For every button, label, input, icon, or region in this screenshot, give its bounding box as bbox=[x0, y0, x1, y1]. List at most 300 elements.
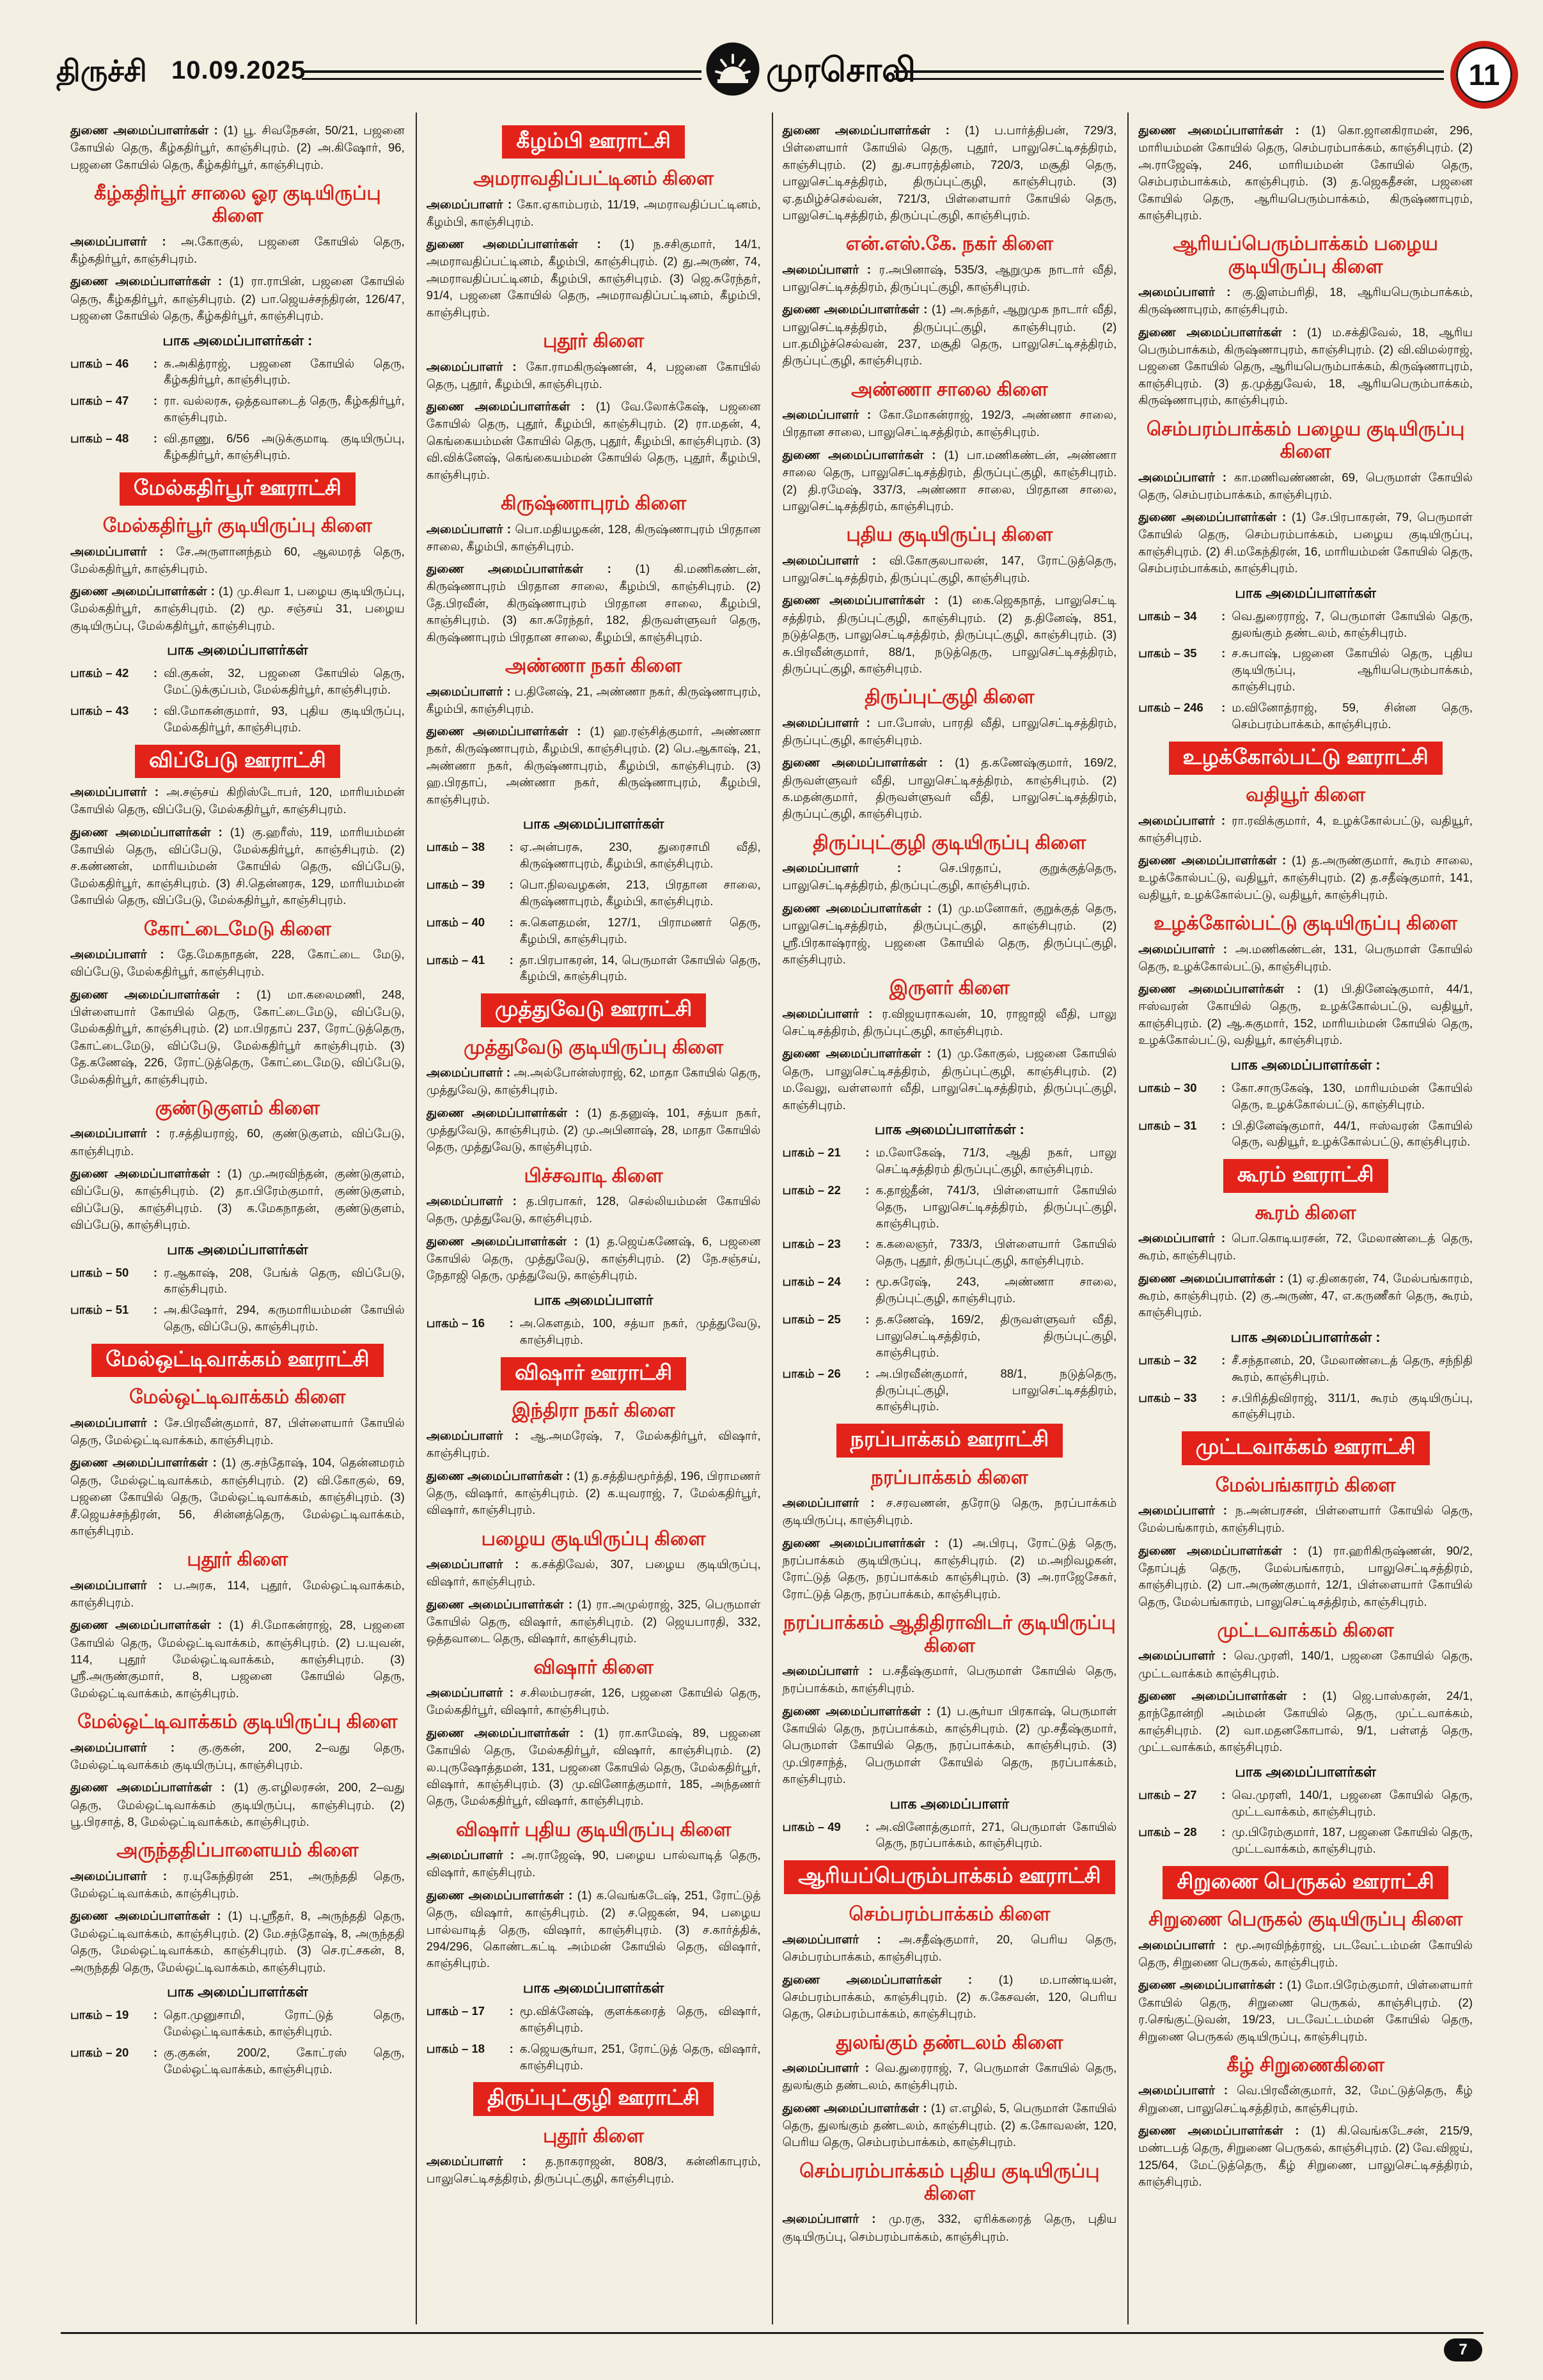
edition-date: 10.09.2025 bbox=[171, 56, 306, 84]
part-colon: : bbox=[153, 2007, 158, 2021]
panchayat-header-label: விஷார் ஊராட்சி bbox=[501, 1357, 686, 1390]
masthead-rule-right bbox=[894, 70, 1444, 80]
part-number: பாகம் – 22 bbox=[782, 1183, 841, 1197]
masthead bbox=[0, 37, 1543, 114]
panchayat-header bbox=[783, 1424, 1117, 1457]
edition-location: திருச்சி bbox=[56, 54, 147, 88]
part-detail: மு.பிரேம்குமார், 187, பஜனை கோயில் தெரு, முட்டவாக்கம், காஞ்சிபுரம். bbox=[1232, 1825, 1473, 1856]
org-paragraph: துணை அமைப்பாளர்கள் : (1) கு.எழிலரசன், 200, 2–வது தெரு, மேல்ஒட்டிவாக்கம் குடியிருப்பு, காஞ்சிபுரம். (2) பூ.பிரசாத், 8, மேல்ஒட்டிவாக்கம், காஞ்சிபுரம். bbox=[70, 1780, 405, 1828]
part-number: பாகம் – 16 bbox=[426, 1316, 485, 1330]
ward-organisers-subhead: பாக அமைப்பாளர்கள் : bbox=[162, 332, 313, 348]
org-role-label: துணை அமைப்பாளர்கள் : bbox=[782, 594, 948, 608]
page-number-badge: 11 bbox=[1450, 41, 1518, 109]
part-number: பாகம் – 21 bbox=[782, 1145, 841, 1159]
part-colon: : bbox=[153, 1265, 158, 1279]
org-paragraph: அமைப்பாளர் : வெ.துரைராஜ், 7, பெருமாள் கோயில் தெரு, துலங்கும் தண்டலம், காஞ்சிபுரம். bbox=[782, 2061, 1117, 2092]
ward-organisers-subhead: பாக அமைப்பாளர்கள் : bbox=[1230, 1328, 1381, 1345]
part-number: பாகம் – 27 bbox=[1138, 1787, 1197, 1801]
part-detail: கோ.சாருகேஷ், 130, மாரியம்மன் கோயில் தெரு, உழக்கோல்பட்டு, காஞ்சிபுரம். bbox=[1232, 1080, 1473, 1111]
org-role-label: துணை அமைப்பாளர்கள் : bbox=[426, 1726, 594, 1740]
org-role-label: அமைப்பாளர் : bbox=[70, 235, 182, 249]
org-role-label: அமைப்பாளர் : bbox=[70, 786, 167, 800]
part-colon: : bbox=[509, 2041, 513, 2055]
org-role-label: துணை அமைப்பாளர்கள் : bbox=[70, 1167, 228, 1181]
branch-header: முட்டவாக்கம் கிளை bbox=[1217, 1620, 1394, 1642]
org-role-label: அமைப்பாளர் : bbox=[782, 716, 878, 730]
org-role-label: அமைப்பாளர் : bbox=[426, 198, 517, 212]
panchayat-header bbox=[1138, 742, 1473, 775]
branch-header: மேல்பங்காரம் கிளை bbox=[1215, 1474, 1396, 1496]
branch-header: இந்திரா நகர் கிளை bbox=[512, 1399, 675, 1421]
org-role-label: துணை அமைப்பாளர்கள் : bbox=[1138, 511, 1292, 525]
part-colon: : bbox=[509, 840, 513, 854]
part-colon: : bbox=[153, 1303, 158, 1317]
panchayat-header bbox=[427, 993, 761, 1027]
branch-header: கிருஷ்ணாபுரம் கிளை bbox=[501, 493, 687, 515]
part-colon: : bbox=[1221, 646, 1226, 660]
part-number: பாகம் – 33 bbox=[1138, 1390, 1197, 1404]
org-paragraph: அமைப்பாளர் : ப.சதீஷ்குமார், பெருமாள் கோயில் தெரு, நரப்பாக்கம், காஞ்சிபுரம். bbox=[782, 1663, 1117, 1695]
org-role-label: அமைப்பாளர் : bbox=[1138, 471, 1234, 485]
branch-header: அருந்ததிப்பாளையம் கிளை bbox=[116, 1840, 359, 1862]
org-paragraph: அமைப்பாளர் : பா.போஸ், பாரதி வீதி, பாலுசெட்டிசத்திரம், திருப்புட்குழி, காஞ்சிபுரம். bbox=[782, 715, 1117, 747]
part-number: பாகம் – 25 bbox=[782, 1312, 841, 1326]
branch-header: புதிய குடியிருப்பு கிளை bbox=[846, 524, 1053, 546]
org-paragraph: துணை அமைப்பாளர்கள் : (1) ஏ.தினகரன், 74, மேல்பங்காரம், கூரம், காஞ்சிபுரம். (2) கு.அருண், 47, எ.கருணீகர் தெரு, கூரம், காஞ்சிபுரம். bbox=[1138, 1271, 1473, 1319]
org-role-label: துணை அமைப்பாளர்கள் : bbox=[70, 1456, 222, 1470]
org-role-label: துணை அமைப்பாளர்கள் : bbox=[1138, 1272, 1288, 1286]
part-row bbox=[1138, 1824, 1473, 1857]
org-paragraph: துணை அமைப்பாளர்கள் : (1) த.தனுஷ், 101, சத்யா நகர், முத்துவேடு, காஞ்சிபுரம். (2) மு.அபினாஷ், 28, மாதா கோயில் தெரு, முத்துவேடு, காஞ்சிபுரம். bbox=[426, 1105, 761, 1154]
org-role-label: அமைப்பாளர் : bbox=[426, 1849, 522, 1863]
panchayat-header-label: முத்துவேடு ஊராட்சி bbox=[481, 993, 706, 1027]
branch-header: அமராவதிப்பட்டினம் கிளை bbox=[473, 168, 714, 190]
org-role-label: அமைப்பாளர் : bbox=[426, 685, 515, 699]
org-role-label: துணை அமைப்பாளர்கள் : bbox=[70, 275, 230, 289]
part-detail: ச.பிரித்திவிராஜ், 311/1, கூரம் குடியிருப்பு, காஞ்சிபுரம். bbox=[1232, 1390, 1473, 1421]
branch-header: வதியூர் கிளை bbox=[1246, 784, 1366, 806]
panchayat-header-label: மேல்ஒட்டிவாக்கம் ஊராட்சி bbox=[91, 1344, 383, 1377]
part-row bbox=[70, 2044, 405, 2078]
part-row bbox=[1138, 645, 1473, 695]
part-colon: : bbox=[1221, 1080, 1226, 1094]
org-paragraph: துணை அமைப்பாளர்கள் : (1) பு.ஸ்ரீதர், 8, அருந்ததி தெரு, மேல்ஒட்டிவாக்கம், காஞ்சிபுரம். (2) மே.சந்தோஷ், 8, அருந்ததி தெரு, மேல்ஒட்டிவாக்கம், காஞ்சிபுரம். (3) செ.ரட்சகன், 8, அருந்ததி தெரு, மேல்ஒட்டிவாக்கம், காஞ்சிபுரம். bbox=[70, 1909, 405, 1974]
org-paragraph: அமைப்பாளர் : அ.ராஜேஷ், 90, பழைய பால்வாடித் தெரு, விஷார், காஞ்சிபுரம். bbox=[426, 1848, 761, 1879]
branch-header: குண்டுகுளம் கிளை bbox=[155, 1098, 320, 1119]
org-role-label: அமைப்பாளர் : bbox=[70, 948, 178, 962]
org-paragraph: அமைப்பாளர் : ந.அன்பரசன், பிள்ளையார் கோயில் தெரு, மேல்பங்காரம், காஞ்சிபுரம். bbox=[1138, 1503, 1473, 1535]
part-colon: : bbox=[509, 1316, 513, 1330]
part-colon: : bbox=[1221, 1353, 1226, 1367]
org-paragraph: துணை அமைப்பாளர்கள் : (1) மு.கோகுல், பஜனை கோயில் தெரு, பாலுசெட்டிசத்திரம், திருப்புட்குழி, காஞ்சிபுரம். (2) ம.வேலு, வள்ளலார் வீதி, பாலுசெட்டிசத்திரம், திருப்புட்குழி, காஞ்சிபுரம். bbox=[782, 1046, 1117, 1112]
masthead-title: முரசொலி bbox=[766, 52, 916, 89]
part-number: பாகம் – 19 bbox=[70, 2007, 129, 2021]
part-detail: சு.அகித்ராஜ், பஜனை கோயில் தெரு, கீழ்கதிர்பூர், காஞ்சிபுரம். bbox=[164, 356, 405, 387]
ward-organisers-subhead: பாக அமைப்பாளர் bbox=[533, 1291, 654, 1308]
org-paragraph: அமைப்பாளர் : ச.சிலம்பரசன், 126, பஜனை கோயில் தெரு, மேல்கதிர்பூர், விஷார், காஞ்சிபுரம். bbox=[426, 1686, 761, 1717]
masthead-rule-left bbox=[302, 70, 701, 80]
part-colon: : bbox=[1221, 1390, 1226, 1404]
panchayat-header bbox=[70, 472, 405, 506]
ward-organisers-subhead: பாக அமைப்பாளர்கள் bbox=[167, 1241, 308, 1257]
part-row bbox=[70, 665, 405, 698]
org-role-label: துணை அமைப்பாளர்கள் : bbox=[426, 563, 636, 577]
branch-header: கோட்டைமேடு கிளை bbox=[143, 918, 331, 940]
org-paragraph: துணை அமைப்பாளர்கள் : (1) பூ. சிவநேசன், 50/21, பஜனை கோயில் தெரு, கீழ்கதிர்பூர், காஞ்சிபுரம். (2) அ.கிஷோர், 96, பஜனை கோயில் தெரு, கீழ்கதிர்பூர், காஞ்சிபுரம். bbox=[70, 123, 405, 171]
column-3 bbox=[772, 113, 1128, 2324]
org-role-label: துணை அமைப்பாளர்கள் : bbox=[426, 725, 590, 739]
panchayat-header bbox=[70, 745, 405, 778]
org-role-label: துணை அமைப்பாளர்கள் : bbox=[782, 303, 932, 317]
org-role-label: துணை அமைப்பாளர்கள் : bbox=[1138, 325, 1308, 339]
org-role-label: அமைப்பாளர் : bbox=[70, 545, 176, 559]
branch-header: உழக்கோல்பட்டு குடியிருப்பு கிளை bbox=[1154, 913, 1458, 935]
org-paragraph: அமைப்பாளர் : அ.சதீஷ்குமார், 20, பெரிய தெரு, செம்பரம்பாக்கம், காஞ்சிபுரம். bbox=[782, 1932, 1117, 1964]
part-number: பாகம் – 24 bbox=[782, 1275, 841, 1289]
org-paragraph: அமைப்பாளர் : ர.அபினாஷ், 535/3, ஆறுமுக நாடார் வீதி, பாலுசெட்டிசத்திரம், திருப்புட்குழி, காஞ்சிபுரம். bbox=[782, 262, 1117, 293]
org-role-label: அமைப்பாளர் : bbox=[70, 1578, 174, 1592]
org-paragraph: அமைப்பாளர் : அ.அல்போன்ஸ்ராஜ், 62, மாதா கோயில் தெரு, முத்துவேடு, காஞ்சிபுரம். bbox=[426, 1065, 761, 1097]
org-role-label: அமைப்பாளர் : bbox=[426, 2155, 546, 2169]
org-paragraph: அமைப்பாளர் : அ.சஞ்சய் கிறிஸ்டோபர், 120, மாரியம்மன் கோயில் தெரு, விப்பேடு, மேல்கதிர்பூர், காஞ்சிபுரம். bbox=[70, 785, 405, 816]
branch-header: கீழ் சிறுணைகிளை bbox=[1226, 2054, 1385, 2076]
rising-sun-logo-icon bbox=[706, 42, 760, 96]
org-paragraph: துணை அமைப்பாளர்கள் : (1) ப.பார்த்திபன், 729/3, பிள்ளையார் கோயில் தெரு, புதூர், பாலுசெட்டிசத்திரம், காஞ்சிபுரம். (2) து.சபாரத்தினம், 720/3, மசூதி தெரு, பாலுசெட்டிசத்திரம், திருப்புட்குழி, காஞ்சிபுரம். (3) ஏ.தமிழ்ச்செல்வன், 721/3, பிள்ளையார் கோயில் தெரு, பாலுசெட்டிசத்திரம், திருப்புட்குழி, காஞ்சிபுரம். bbox=[782, 123, 1117, 222]
part-row bbox=[70, 1302, 405, 1335]
org-paragraph: அமைப்பாளர் : ப.தினேஷ், 21, அண்ணா நகர், கிருஷ்ணாபுரம், கீழம்பி, காஞ்சிபுரம். bbox=[426, 684, 761, 715]
org-paragraph: துணை அமைப்பாளர்கள் : (1) எ.எழில், 5, பெருமாள் கோயில் தெரு, துலங்கும் தண்டலம், காஞ்சிபுரம். (2) க.கோவலன், 120, பெரிய தெரு, செம்பரம்பாக்கம், காஞ்சிபுரம். bbox=[782, 2101, 1117, 2149]
org-role-label: துணை அமைப்பாளர்கள் : bbox=[70, 1909, 228, 1924]
part-number: பாகம் – 47 bbox=[70, 394, 129, 408]
org-paragraph: அமைப்பாளர் : சே.பிரவீன்குமார், 87, பிள்ளையார் கோயில் தெரு, மேல்ஒட்டிவாக்கம், காஞ்சிபுரம். bbox=[70, 1415, 405, 1447]
part-detail: ரா. வல்லரசு, ஒத்தவாடைத் தெரு, கீழ்கதிர்பூர், காஞ்சிபுரம். bbox=[164, 394, 405, 424]
org-paragraph: துணை அமைப்பாளர்கள் : (1) பா.மணிகண்டன், அண்ணா சாலை தெரு, பாலுசெட்டிசத்திரம், திருப்புட்குழி, காஞ்சிபுரம். (2) தி.ரமேஷ், 337/3, அண்ணா சாலை, பிரதான சாலை, பாலுசெட்டிசத்திரம், காஞ்சிபுரம். bbox=[782, 447, 1117, 513]
org-paragraph: துணை அமைப்பாளர்கள் : (1) சே.பிரபாகரன், 79, பெருமாள் கோயில் தெரு, செம்பரம்பாக்கம், பழைய குடியிருப்பு, காஞ்சிபுரம். (2) சி.மகேந்திரன், 16, மாரியம்மன் கோயில் தெரு, செம்பரம்பாக்கம், காஞ்சிபுரம். bbox=[1138, 510, 1473, 575]
part-detail: மூ.சுரேஷ், 243, அண்ணா சாலை, திருப்புட்குழி, காஞ்சிபுரம். bbox=[875, 1275, 1117, 1305]
branch-header: விஷார் கிளை bbox=[533, 1656, 654, 1678]
part-colon: : bbox=[865, 1819, 870, 1833]
org-paragraph: அமைப்பாளர் : வெ.முரளி, 140/1, பஜனை கோயில் தெரு, முட்டவாக்கம் காஞ்சிபுரம். bbox=[1138, 1649, 1473, 1680]
org-paragraph: துணை அமைப்பாளர்கள் : (1) ஜெ.பாஸ்கரன், 24/1, தாந்தோன்றி அம்மன் கோயில் தெரு, முட்டவாக்கம், காஞ்சிபுரம். (2) வா.மதனகோபால், 9/1, பள்ளத் தெரு, முட்டவாக்கம், காஞ்சிபுரம். bbox=[1138, 1689, 1473, 1754]
part-number: பாகம் – 39 bbox=[426, 877, 485, 891]
org-role-label: அமைப்பாளர் : bbox=[426, 1429, 531, 1443]
org-role-label: அமைப்பாளர் : bbox=[426, 1195, 527, 1209]
panchayat-header-label: உழக்கோல்பட்டு ஊராட்சி bbox=[1169, 742, 1443, 775]
branch-header: விஷார் புதிய குடியிருப்பு கிளை bbox=[455, 1819, 732, 1840]
branch-header: ஆரியப்பெரும்பாக்கம் பழைய குடியிருப்பு கிளை bbox=[1173, 233, 1438, 277]
bottom-rule bbox=[61, 2332, 1484, 2334]
org-role-label: அமைப்பாளர் : bbox=[1138, 814, 1232, 828]
org-paragraph: அமைப்பாளர் : அ.மணிகண்டன், 131, பெருமாள் கோயில் தெரு, உழக்கோல்பட்டு, காஞ்சிபுரம். bbox=[1138, 942, 1473, 973]
part-row bbox=[70, 703, 405, 736]
part-number: பாகம் – 43 bbox=[70, 704, 129, 717]
org-role-label: அமைப்பாளர் : bbox=[782, 862, 940, 876]
part-number: பாகம் – 246 bbox=[1138, 701, 1203, 715]
ward-organisers-subhead: பாக அமைப்பாளர்கள் bbox=[522, 816, 664, 832]
org-role-label: துணை அமைப்பாளர்கள் : bbox=[1138, 1979, 1287, 1993]
org-role-label: துணை அமைப்பாளர்கள் : bbox=[1138, 983, 1314, 997]
branch-header: திருப்புட்குழி குடியிருப்பு கிளை bbox=[813, 832, 1086, 853]
part-row bbox=[783, 1311, 1117, 1361]
part-detail: ம.லோகேஷ், 71/3, ஆதி நகர், பாலு செட்டிசத்திரம் திருப்புட்குழி, காஞ்சிபுரம். bbox=[875, 1145, 1117, 1176]
org-role-label: அமைப்பாளர் : bbox=[70, 1741, 199, 1755]
org-role-label: அமைப்பாளர் : bbox=[1138, 1232, 1232, 1246]
org-role-label: துணை அமைப்பாளர்கள் : bbox=[426, 1106, 588, 1120]
org-paragraph: துணை அமைப்பாளர்கள் : (1) கி.மணிகண்டன், கிருஷ்ணாபுரம் பிரதான சாலை, கீழம்பி, காஞ்சிபுரம். (2) தே.பிரவீன், கிருஷ்ணாபுரம் பிரதான சாலை, கீழம்பி, காஞ்சிபுரம். (3) கா.சுரேந்தர், 182, திருவள்ளுவர் தெரு, கிருஷ்ணாபுரம் பிரதான சாலை, கீழம்பி, காஞ்சிபுரம். bbox=[426, 562, 761, 644]
branch-header: அண்ணா சாலை கிளை bbox=[851, 378, 1048, 400]
part-colon: : bbox=[1221, 1825, 1226, 1839]
org-paragraph: அமைப்பாளர் : மூ.அரவிந்த்ராஜ், படவேட்டம்மன் கோயில் தெரு, சிறுணை பெருகல், காஞ்சிபுரம். bbox=[1138, 1938, 1473, 1970]
org-paragraph: அமைப்பாளர் : கோ.ஏகாம்பரம், 11/19, அமராவதிப்பட்டினம், கீழம்பி, காஞ்சிபுரம். bbox=[426, 197, 761, 228]
part-detail: வி.தாணு, 6/56 அடுக்குமாடி குடியிருப்பு, கீழ்கதிர்பூர், காஞ்சிபுரம். bbox=[164, 432, 405, 462]
part-detail: சீ.சந்தானம், 20, மேலாண்டைத் தெரு, சந்நிதி கூரம், காஞ்சிபுரம். bbox=[1232, 1353, 1473, 1383]
part-number: பாகம் – 18 bbox=[426, 2041, 485, 2055]
part-number: பாகம் – 49 bbox=[782, 1819, 841, 1833]
org-role-label: துணை அமைப்பாளர்கள் : bbox=[1138, 2124, 1312, 2138]
part-number: பாகம் – 34 bbox=[1138, 609, 1197, 623]
panchayat-header-label: முட்டவாக்கம் ஊராட்சி bbox=[1182, 1431, 1430, 1465]
branch-header: சிறுணை பெருகல் குடியிருப்பு கிளை bbox=[1148, 1909, 1463, 1931]
branch-header: புதூர் கிளை bbox=[543, 331, 645, 352]
org-role-label: துணை அமைப்பாளர்கள் : bbox=[70, 124, 224, 137]
branch-header: என்.எஸ்.கே. நகர் கிளை bbox=[845, 233, 1054, 255]
part-number: பாகம் – 17 bbox=[426, 2003, 485, 2018]
part-number: பாகம் – 23 bbox=[782, 1237, 841, 1251]
org-paragraph: அமைப்பாளர் : கா.மணிவண்ணன், 69, பெருமாள் கோயில் தெரு, செம்பரம்பாக்கம், காஞ்சிபுரம். bbox=[1138, 470, 1473, 501]
part-detail: அ.பிரவீன்குமார், 88/1, நடுத்தெரு, திருப்புட்குழி, பாலுசெட்டிசத்திரம், காஞ்சிபுரம். bbox=[875, 1366, 1117, 1413]
part-detail: அ.கௌதம், 100, சத்யா நகர், முத்துவேடு, காஞ்சிபுரம். bbox=[519, 1316, 761, 1346]
org-role-label: துணை அமைப்பாளர்கள் : bbox=[782, 2101, 931, 2115]
ward-organisers-subhead: பாக அமைப்பாளர்கள் : bbox=[874, 1121, 1024, 1137]
branch-header: இருளர் கிளை bbox=[889, 977, 1010, 999]
part-detail: க.கலைஞர், 733/3, பிள்ளையார் கோயில் தெரு, புதூர், திருப்புட்குழி, காஞ்சிபுரம். bbox=[875, 1237, 1117, 1268]
org-paragraph: துணை அமைப்பாளர்கள் : (1) மு.மனோகர், குறுக்குத் தெரு, பாலுசெட்டிசத்திரம், திருப்புட்குழி, காஞ்சிபுரம். (2) ஸ்ரீ.பிரகாஷ்ராஜ், பஜனை கோயில் தெரு, திருப்புட்குழி, காஞ்சிபுரம். bbox=[782, 901, 1117, 966]
branch-header: செம்பரம்பாக்கம் புதிய குடியிருப்பு கிளை bbox=[799, 2160, 1100, 2205]
branch-header: துலங்கும் தண்டலம் கிளை bbox=[836, 2032, 1063, 2053]
part-row bbox=[427, 876, 761, 910]
panchayat-header-label: ஆரியப்பெரும்பாக்கம் ஊராட்சி bbox=[784, 1860, 1115, 1894]
part-detail: அ.கிஷோர், 294, கருமாரியம்மன் கோயில் தெரு, விப்பேடு, காஞ்சிபுரம். bbox=[164, 1303, 405, 1334]
branch-header: நரப்பாக்கம் ஆதிதிராவிடர் குடியிருப்பு கிளை bbox=[783, 1612, 1116, 1656]
part-row bbox=[1138, 1390, 1473, 1423]
part-colon: : bbox=[509, 953, 513, 967]
part-detail: ர.ஆகாஷ், 208, பேங்க் தெரு, விப்பேடு, காஞ்சிபுரம். bbox=[164, 1265, 405, 1296]
part-detail: வெ.துரைராஜ், 7, பெருமாள் கோயில் தெரு, துலங்கும் தண்டலம், காஞ்சிபுரம். bbox=[1232, 609, 1473, 639]
part-colon: : bbox=[153, 666, 158, 680]
org-paragraph: அமைப்பாளர் : தே.மேகநாதன், 228, கோட்டை மேடு, விப்பேடு, மேல்கதிர்பூர், காஞ்சிபுரம். bbox=[70, 947, 405, 979]
org-role-label: அமைப்பாளர் : bbox=[70, 1416, 165, 1430]
org-paragraph: துணை அமைப்பாளர்கள் : (1) க.வெங்கடேஷ், 251, ரோட்டுத் தெரு, விஷார், காஞ்சிபுரம். (2) ச.ஜெகன், 94, பழைய பால்வாடித் தெரு, விஷார், காஞ்சிபுரம். (3) ச.கார்த்திக், 294/296, கொண்டகட்டி அம்மன் கோயில் தெரு, விஷார், காஞ்சிபுரம். bbox=[426, 1888, 761, 1970]
org-role-label: அமைப்பாளர் : bbox=[426, 1066, 514, 1080]
org-paragraph: துணை அமைப்பாளர்கள் : (1) த.அருண்குமார், கூரம் சாலை, உழக்கோல்பட்டு, வதியூர், காஞ்சிபுரம். (2) த.சதீஷ்குமார், 141, வதியூர், உழக்கோல்பட்டு, வதியூர், காஞ்சிபுரம். bbox=[1138, 853, 1473, 901]
branch-header: புதூர் கிளை bbox=[187, 1549, 288, 1571]
part-row bbox=[783, 1273, 1117, 1307]
org-paragraph: அமைப்பாளர் : கோ.ராமகிருஷ்ணன், 4, பஜனை கோயில் தெரு, புதூர், கீழம்பி, காஞ்சிபுரம். bbox=[426, 359, 761, 391]
org-role-label: துணை அமைப்பாளர்கள் : bbox=[70, 1619, 230, 1633]
org-role-label: அமைப்பாளர் : bbox=[782, 263, 879, 277]
part-colon: : bbox=[865, 1275, 870, 1289]
branch-header: நரப்பாக்கம் கிளை bbox=[870, 1466, 1028, 1488]
part-row bbox=[427, 2003, 761, 2036]
part-number: பாகம் – 41 bbox=[426, 953, 485, 967]
ward-organisers-subhead: பாக அமைப்பாளர்கள் bbox=[522, 1979, 664, 1996]
org-paragraph: துணை அமைப்பாளர்கள் : (1) கை.ஜெகநாத், பாலுசெட்டி சத்திரம், திருப்புட்குழி, காஞ்சிபுரம். (2) த.தினேஷ், 851, நடுத்தெரு, பாலுசெட்டிசத்திரம், திருப்புட்குழி, காஞ்சிபுரம். (3) சு.பிரவீன்குமார், 88/1, நடுத்தெரு, பாலுசெட்டிசத்திரம், திருப்புட்குழி, காஞ்சிபுரம். bbox=[782, 593, 1117, 675]
part-colon: : bbox=[509, 2003, 513, 2018]
part-colon: : bbox=[865, 1312, 870, 1326]
part-detail: க.ஜெயசூர்யா, 251, ரோட்டுத் தெரு, விஷார், காஞ்சிபுரம். bbox=[519, 2041, 761, 2072]
part-row bbox=[70, 355, 405, 389]
org-paragraph: அமைப்பாளர் : வி.கோகுலபாலன், 147, ரோட்டுத்தெரு, பாலுசெட்டிசத்திரம், திருப்புட்குழி, காஞ்சிபுரம். bbox=[782, 553, 1117, 584]
part-row bbox=[70, 1264, 405, 1298]
org-paragraph: அமைப்பாளர் : ஆ.அமரேஷ், 7, மேல்கதிர்பூர், விஷார், காஞ்சிபுரம். bbox=[426, 1429, 761, 1460]
part-number: பாகம் – 35 bbox=[1138, 646, 1197, 660]
panchayat-header-label: நரப்பாக்கம் ஊராட்சி bbox=[836, 1424, 1063, 1457]
org-role-label: அமைப்பாளர் : bbox=[782, 1497, 886, 1511]
part-row bbox=[1138, 1080, 1473, 1113]
part-row bbox=[1138, 608, 1473, 641]
branch-header: மேல்ஒட்டிவாக்கம் கிளை bbox=[129, 1387, 346, 1408]
part-row bbox=[70, 393, 405, 426]
part-detail: பொ.நிலவழகன், 213, பிரதான சாலை, கிருஷ்ணாபுரம், கீழம்பி, காஞ்சிபுரம். bbox=[519, 877, 761, 908]
part-number: பாகம் – 42 bbox=[70, 666, 129, 680]
part-colon: : bbox=[153, 394, 158, 408]
part-detail: ம.வினோத்ராஜ், 59, சின்ன தெரு, செம்பரம்பாக்கம், காஞ்சிபுரம். bbox=[1232, 701, 1473, 731]
part-row bbox=[427, 952, 761, 985]
part-number: பாகம் – 26 bbox=[782, 1366, 841, 1380]
org-paragraph: துணை அமைப்பாளர்கள் : (1) ரா.அமுல்ராஜ், 325, பெருமாள் கோயில் தெரு, விஷார், காஞ்சிபுரம். (2) ஜெயபாரதி, 332, ஒத்தவாடை தெரு, விஷார், காஞ்சிபுரம். bbox=[426, 1597, 761, 1645]
org-role-label: துணை அமைப்பாளர்கள் : bbox=[782, 1536, 949, 1550]
part-detail: க.தாஜ்தீன், 741/3, பிள்ளையார் கோயில் தெரு, பாலுசெட்டிசத்திரம், திருப்புட்குழி, காஞ்சிபுரம். bbox=[875, 1183, 1117, 1230]
branch-header: செம்பரம்பாக்கம் பழைய குடியிருப்பு கிளை bbox=[1146, 418, 1465, 463]
part-row bbox=[427, 2041, 761, 2074]
branch-header: மேல்ஒட்டிவாக்கம் குடியிருப்பு கிளை bbox=[77, 1711, 398, 1733]
org-role-label: அமைப்பாளர் : bbox=[782, 2213, 889, 2227]
part-number: பாகம் – 20 bbox=[70, 2045, 129, 2059]
part-row bbox=[70, 430, 405, 463]
panchayat-header bbox=[1138, 1159, 1473, 1192]
org-role-label: துணை அமைப்பாளர்கள் : bbox=[426, 400, 596, 414]
org-paragraph: அமைப்பாளர் : கோ.மோகன்ராஜ், 192/3, அண்ணா சாலை, பிரதான சாலை, பாலுசெட்டிசத்திரம், காஞ்சிபுரம். bbox=[782, 408, 1117, 439]
org-paragraph: துணை அமைப்பாளர்கள் : (1) ந.சசிகுமார், 14/1, அமராவதிப்பட்டினம், கீழம்பி, காஞ்சிபுரம். (2) து.அருண், 74, அமராவதிப்பட்டினம், கீழம்பி, காஞ்சிபுரம். (3) ஜெ.சுரேந்தர், 91/4, பஜனை கோயில் தெரு, அமராவதிப்பட்டினம், கீழம்பி, காஞ்சிபுரம். bbox=[426, 237, 761, 319]
org-role-label: அமைப்பாளர் : bbox=[782, 1664, 882, 1678]
column-4 bbox=[1127, 113, 1484, 2324]
org-role-label: துணை அமைப்பாளர்கள் : bbox=[70, 825, 230, 839]
org-role-label: அமைப்பாளர் : bbox=[782, 2062, 875, 2076]
panchayat-header bbox=[427, 125, 761, 159]
part-detail: தா.பிரபாகரன், 14, பெருமாள் கோயில் தெரு, கீழம்பி, காஞ்சிபுரம். bbox=[519, 953, 761, 983]
org-paragraph: துணை அமைப்பாளர்கள் : (1) ப.சூர்யா பிரகாஷ், பெருமாள் கோயில் தெரு, நரப்பாக்கம், காஞ்சிபுரம். (2) மு.சதீஷ்குமார், பெருமாள் கோயில் தெரு, நரப்பாக்கம், காஞ்சிபுரம். (3) மு.பிரசாந்த், பெருமாள் கோயில் தெரு, நரப்பாக்கம், காஞ்சிபுரம். bbox=[782, 1704, 1117, 1786]
part-detail: வி.குகன், 32, பஜனை கோயில் தெரு, மேட்டுக்குப்பம், மேல்கதிர்பூர், காஞ்சிபுரம். bbox=[164, 666, 405, 697]
org-role-label: அமைப்பாளர் : bbox=[1138, 942, 1235, 956]
panchayat-header-label: திருப்புட்குழி ஊராட்சி bbox=[473, 2082, 714, 2115]
org-paragraph: துணை அமைப்பாளர்கள் : (1) ம.சக்திவேல், 18, ஆரிய பெரும்பாக்கம், கிருஷ்ணாபுரம், காஞ்சிபுரம். (2) வி.விமல்ராஜ், பஜனை கோயில் தெரு, ஆரியபெரும்பாக்கம், கிருஷ்ணாபுரம், காஞ்சிபுரம். (3) த.முத்துவேல், 18, ஆரியபெரும்பாக்கம், கிருஷ்ணாபுரம், காஞ்சிபுரம். bbox=[1138, 325, 1473, 407]
org-paragraph: அமைப்பாளர் : ப.அரசு, 114, புதூர், மேல்ஒட்டிவாக்கம், காஞ்சிபுரம். bbox=[70, 1578, 405, 1609]
org-paragraph: அமைப்பாளர் : கு.இளம்பரிதி, 18, ஆரியபெரும்பாக்கம், கிருஷ்ணாபுரம், காஞ்சிபுரம். bbox=[1138, 285, 1473, 316]
org-role-label: துணை அமைப்பாளர்கள் : bbox=[426, 238, 620, 252]
part-detail: த.கணேஷ், 169/2, திருவள்ளுவர் வீதி, பாலுசெட்டிசத்திரம், திருப்புட்குழி, காஞ்சிபுரம். bbox=[875, 1312, 1117, 1359]
part-colon: : bbox=[153, 704, 158, 717]
org-paragraph: அமைப்பாளர் : ச.சரவணன், தரோடு தெரு, நரப்பாக்கம் குடியிருப்பு, காஞ்சிபுரம். bbox=[782, 1496, 1117, 1527]
org-paragraph: துணை அமைப்பாளர்கள் : (1) ம.பாண்டியன், செம்பரம்பாக்கம், காஞ்சிபுரம். (2) சு.கேசவன், 120, பெரிய தெரு, செம்பரம்பாக்கம், காஞ்சிபுரம். bbox=[782, 1972, 1117, 2021]
ward-organisers-subhead: பாக அமைப்பாளர்கள் bbox=[1235, 584, 1376, 601]
part-colon: : bbox=[865, 1183, 870, 1197]
part-number: பாகம் – 38 bbox=[426, 840, 485, 854]
part-colon: : bbox=[1221, 701, 1226, 715]
org-paragraph: துணை அமைப்பாளர்கள் : (1) சி.மோகன்ராஜ், 28, பஜனை கோயில் தெரு, மேல்ஒட்டிவாக்கம், காஞ்சிபுரம். (2) ப.யுவன், 114, புதூர் மேல்ஒட்டிவாக்கம், காஞ்சிபுரம். (3) ஸ்ரீ.அருண்குமார், 8, பஜனை கோயில் தெரு, மேல்ஒட்டிவாக்கம், காஞ்சிபுரம். bbox=[70, 1618, 405, 1700]
part-detail: ச.சுபாஷ், பஜனை கோயில் தெரு, புதிய குடியிருப்பு, ஆரியபெரும்பாக்கம், காஞ்சிபுரம். bbox=[1232, 646, 1473, 694]
branch-header: பழைய குடியிருப்பு கிளை bbox=[481, 1528, 706, 1550]
org-paragraph: அமைப்பாளர் : த.நாகராஜன், 808/3, கன்னிகாபுரம், பாலுசெட்டிசத்திரம், திருப்புட்குழி, காஞ்சிபுரம். bbox=[426, 2154, 761, 2186]
branch-header: கீழ்கதிர்பூர் சாலை ஓர குடியிருப்பு கிளை bbox=[94, 183, 381, 227]
org-role-label: அமைப்பாளர் : bbox=[1138, 1938, 1235, 1952]
org-paragraph: அமைப்பாளர் : ர.சத்தியராஜ், 60, குண்டுகுளம், விப்பேடு, காஞ்சிபுரம். bbox=[70, 1126, 405, 1158]
org-role-label: அமைப்பாளர் : bbox=[782, 1007, 882, 1021]
org-paragraph: துணை அமைப்பாளர்கள் : (1) கொ.ஜானகிராமன், 296, மாரியம்மன் கோயில் தெரு, செம்பரம்பாக்கம், காஞ்சிபுரம். (2) அ.ராஜேஷ், 246, மாரியம்மன் கோயில் தெரு, செம்பரம்பாக்கம், காஞ்சிபுரம். (3) த.ஜெகதீசன், பஜனை கோயில் தெரு, ஆரியபெரும்பாக்கம், கிருஷ்ணாபுரம், காஞ்சிபுரம். bbox=[1138, 123, 1473, 222]
org-role-label: துணை அமைப்பாளர்கள் : bbox=[1138, 124, 1312, 137]
org-paragraph: துணை அமைப்பாளர்கள் : (1) ரா.காமேஷ், 89, பஜனை கோயில் தெரு, மேல்கதிர்பூர், விஷார், காஞ்சிபுரம். (2) ல.புருஷோத்தமன், 131, பஜனை கோயில் தெரு, மேல்கதிர்பூர், விஷார், காஞ்சிபுரம். (3) மு.வினோத்குமார், 185, அந்தணர் தெரு, மேல்கதிர்பூர், விஷார், காஞ்சிபுரம். bbox=[426, 1725, 761, 1808]
org-paragraph: அமைப்பாளர் : சே.அருளானந்தம் 60, ஆலமரத் தெரு, மேல்கதிர்பூர், காஞ்சிபுரம். bbox=[70, 544, 405, 575]
branch-header: செம்பரம்பாக்கம் கிளை bbox=[849, 1903, 1051, 1925]
org-paragraph: அமைப்பாளர் : கு.குகன், 200, 2–வது தெரு, மேல்ஒட்டிவாக்கம் குடியிருப்பு, காஞ்சிபுரம். bbox=[70, 1740, 405, 1771]
part-detail: பி.தினேஷ்குமார், 44/1, ஈஸ்வரன் கோயில் தெரு, வதியூர், உழக்கோல்பட்டு, காஞ்சிபுரம். bbox=[1232, 1118, 1473, 1149]
panchayat-header-label: சிறுணை பெருகல் ஊராட்சி bbox=[1163, 1866, 1448, 1899]
org-role-label: துணை அமைப்பாளர்கள் : bbox=[70, 988, 257, 1002]
org-paragraph: அமைப்பாளர் : பொ.மதியழகன், 128, கிருஷ்ணாபுரம் பிரதான சாலை, கீழம்பி, காஞ்சிபுரம். bbox=[426, 522, 761, 553]
part-number: பாகம் – 32 bbox=[1138, 1353, 1197, 1367]
org-paragraph: துணை அமைப்பாளர்கள் : (1) ரா.ராபின், பஜனை கோயில் தெரு, கீழ்கதிர்பூர், காஞ்சிபுரம். (2) பா.ஜெயச்சந்திரன், 126/47, பஜனை கோயில் தெரு, கீழ்கதிர்பூர், காஞ்சிபுரம். bbox=[70, 274, 405, 323]
org-paragraph: துணை அமைப்பாளர்கள் : (1) ஹ.ரஞ்சித்குமார், அண்ணா நகர், கிருஷ்ணாபுரம், கீழம்பி, காஞ்சிபுரம். (2) பெ.ஆகாஷ், 21, அண்ணா நகர், கிருஷ்ணாபுரம், கீழம்பி, காஞ்சிபுரம். (3) ஹ.பிரதாப், அண்ணா நகர், கிருஷ்ணாபுரம், கீழம்பி, காஞ்சிபுரம். bbox=[426, 724, 761, 806]
org-paragraph: துணை அமைப்பாளர்கள் : (1) த.ஜெய்கணேஷ், 6, பஜனை கோயில் தெரு, முத்துவேடு, காஞ்சிபுரம். (2) நே.சஞ்சய், நேதாஜி தெரு, முத்துவேடு, காஞ்சிபுரம். bbox=[426, 1234, 761, 1282]
part-number: பாகம் – 46 bbox=[70, 356, 129, 370]
org-role-label: துணை அமைப்பாளர்கள் : bbox=[1138, 854, 1292, 868]
panchayat-header bbox=[1138, 1431, 1473, 1465]
part-row bbox=[783, 1819, 1117, 1852]
part-colon: : bbox=[1221, 1787, 1226, 1801]
ward-organisers-subhead: பாக அமைப்பாளர்கள் : bbox=[1230, 1056, 1381, 1073]
panchayat-header bbox=[70, 1344, 405, 1377]
panchayat-header-label: கீழம்பி ஊராட்சி bbox=[502, 125, 684, 159]
part-colon: : bbox=[865, 1366, 870, 1380]
org-role-label: அமைப்பாளர் : bbox=[1138, 1504, 1235, 1518]
panchayat-header-label: கூரம் ஊராட்சி bbox=[1223, 1159, 1388, 1192]
org-paragraph: துணை அமைப்பாளர்கள் : (1) அ.பிரபு, ரோட்டுத் தெரு, நரப்பாக்கம் குடியிருப்பு, காஞ்சிபுரம். (2) ம.அறிவழகன், ரோட்டுத் தெரு, நரப்பாக்கம் காஞ்சிபுரம். (3) அ.ராஜேசேகர், ரோட்டுத் தெரு, நரப்பாக்கம், காஞ்சிபுரம். bbox=[782, 1536, 1117, 1601]
org-role-label: துணை அமைப்பாளர்கள் : bbox=[426, 1888, 577, 1902]
org-role-label: துணை அமைப்பாளர்கள் : bbox=[1138, 1690, 1322, 1704]
org-role-label: துணை அமைப்பாளர்கள் : bbox=[70, 585, 219, 599]
part-row bbox=[783, 1365, 1117, 1415]
org-role-label: அமைப்பாளர் : bbox=[70, 1127, 169, 1141]
org-role-label: துணை அமைப்பாளர்கள் : bbox=[782, 1047, 937, 1061]
part-colon: : bbox=[509, 915, 513, 929]
org-role-label: அமைப்பாளர் : bbox=[1138, 2084, 1237, 2098]
part-number: பாகம் – 40 bbox=[426, 915, 485, 929]
part-number: பாகம் – 50 bbox=[70, 1265, 129, 1279]
panchayat-header-label: விப்பேடு ஊராட்சி bbox=[135, 745, 340, 778]
org-role-label: அமைப்பாளர் : bbox=[426, 360, 526, 374]
part-detail: வி.மோகன்குமார், 93, புதிய குடியிருப்பு, மேல்கதிர்பூர், காஞ்சிபுரம். bbox=[164, 704, 405, 734]
org-role-label: துணை அமைப்பாளர்கள் : bbox=[782, 901, 938, 915]
panchayat-header bbox=[427, 1357, 761, 1390]
branch-header: திருப்புட்குழி கிளை bbox=[865, 687, 1035, 708]
org-paragraph: துணை அமைப்பாளர்கள் : (1) மு.அரவிந்தன், குண்டுகுளம், விப்பேடு, காஞ்சிபுரம். (2) தா.பிரேம்குமார், குண்டுகுளம், விப்பேடு, காஞ்சிபுரம். (3) க.மேகநாதன், குண்டுகுளம், விப்பேடு, காஞ்சிபுரம். bbox=[70, 1167, 405, 1232]
panchayat-header bbox=[427, 2082, 761, 2115]
org-paragraph: துணை அமைப்பாளர்கள் : (1) கி.வெங்கடேசன், 215/9, மண்டபத் தெரு, சிறுணை பெருகல், காஞ்சிபுரம். (2) வே.விஜய், 125/64, மேட்டுத்தெரு, கீழ் சிறுணை, பாலுசெட்டிசத்திரம், காஞ்சிபுரம். bbox=[1138, 2123, 1473, 2189]
org-role-label: அமைப்பாளர் : bbox=[426, 1686, 521, 1700]
org-paragraph: அமைப்பாளர் : த.பிரபாகர், 128, செல்லியம்மன் கோயில் தெரு, முத்துவேடு, காஞ்சிபுரம். bbox=[426, 1194, 761, 1225]
column-2 bbox=[416, 113, 772, 2324]
org-paragraph: அமைப்பாளர் : பொ.கொடியரசன், 72, மேலாண்டைத் தெரு, கூரம், காஞ்சிபுரம். bbox=[1138, 1231, 1473, 1263]
part-number: பாகம் – 51 bbox=[70, 1303, 129, 1317]
